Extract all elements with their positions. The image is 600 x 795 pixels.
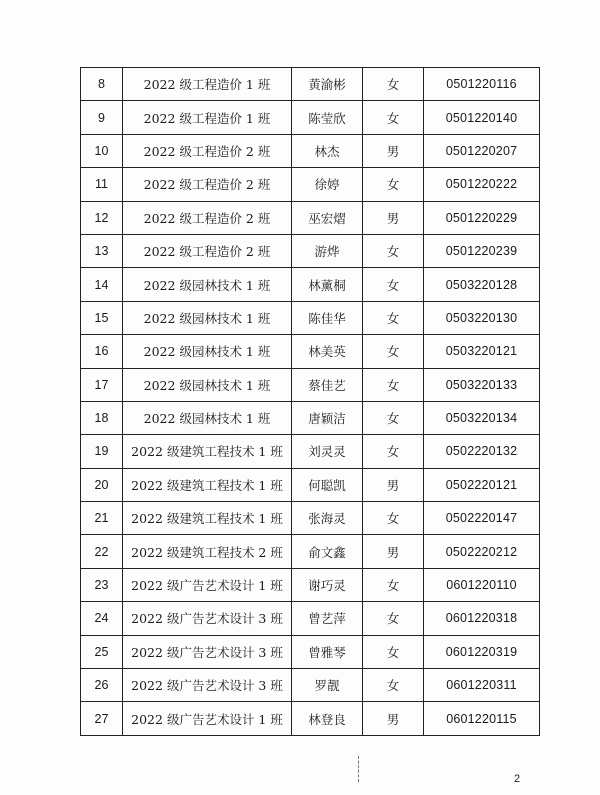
table-row [81, 68, 540, 101]
page-number: 2 [514, 773, 521, 785]
row-number-cell: 17 [81, 368, 123, 401]
student-name-cell: 何聪凯 [292, 468, 363, 501]
student-id-cell: 0501220222 [424, 168, 540, 201]
student-name-cell: 巫宏熠 [292, 201, 363, 234]
student-name-cell: 黄渝彬 [292, 68, 363, 101]
gender-cell: 男 [363, 134, 424, 167]
gender-cell: 女 [363, 268, 424, 301]
class-cell: 2022 级工程造价 1 班 [123, 101, 292, 134]
student-roster-table [80, 67, 540, 736]
gender-cell: 男 [363, 468, 424, 501]
gender-cell: 男 [363, 702, 424, 735]
student-name-cell: 徐婷 [292, 168, 363, 201]
row-number-cell: 19 [81, 435, 123, 468]
gender-cell: 男 [363, 535, 424, 568]
table-row [81, 568, 540, 601]
row-number-cell: 15 [81, 301, 123, 334]
row-number-cell: 12 [81, 201, 123, 234]
student-id-cell: 0501220229 [424, 201, 540, 234]
student-id-cell: 0501220140 [424, 101, 540, 134]
gender-cell: 女 [363, 435, 424, 468]
student-name-cell: 谢巧灵 [292, 568, 363, 601]
gender-cell: 男 [363, 201, 424, 234]
class-cell: 2022 级建筑工程技术 1 班 [123, 468, 292, 501]
student-name-cell: 张海灵 [292, 502, 363, 535]
row-number-cell: 13 [81, 234, 123, 267]
table-row [81, 602, 540, 635]
class-cell: 2022 级工程造价 1 班 [123, 68, 292, 101]
gender-cell: 女 [363, 635, 424, 668]
gender-cell: 女 [363, 234, 424, 267]
class-cell: 2022 级工程造价 2 班 [123, 201, 292, 234]
row-number-cell: 8 [81, 68, 123, 101]
table-row [81, 702, 540, 735]
class-cell: 2022 级工程造价 2 班 [123, 234, 292, 267]
gender-cell: 女 [363, 568, 424, 601]
student-name-cell: 林美英 [292, 335, 363, 368]
student-id-cell: 0601220319 [424, 635, 540, 668]
gender-cell: 女 [363, 68, 424, 101]
class-cell: 2022 级园林技术 1 班 [123, 401, 292, 434]
class-cell: 2022 级园林技术 1 班 [123, 268, 292, 301]
roster-body [81, 68, 540, 736]
row-number-cell: 23 [81, 568, 123, 601]
table-row [81, 268, 540, 301]
student-name-cell: 刘灵灵 [292, 435, 363, 468]
table-row [81, 635, 540, 668]
row-number-cell: 20 [81, 468, 123, 501]
table-row [81, 502, 540, 535]
row-number-cell: 16 [81, 335, 123, 368]
class-cell: 2022 级广告艺术设计 3 班 [123, 635, 292, 668]
gender-cell: 女 [363, 602, 424, 635]
student-name-cell: 蔡佳艺 [292, 368, 363, 401]
gender-cell: 女 [363, 301, 424, 334]
gender-cell: 女 [363, 669, 424, 702]
class-cell: 2022 级建筑工程技术 1 班 [123, 435, 292, 468]
table-row [81, 301, 540, 334]
gender-cell: 女 [363, 168, 424, 201]
class-cell: 2022 级园林技术 1 班 [123, 368, 292, 401]
student-name-cell: 林薰桐 [292, 268, 363, 301]
student-name-cell: 唐颖洁 [292, 401, 363, 434]
gender-cell: 女 [363, 335, 424, 368]
table-row [81, 335, 540, 368]
gender-cell: 女 [363, 368, 424, 401]
table-row [81, 401, 540, 434]
row-number-cell: 10 [81, 134, 123, 167]
student-id-cell: 0601220115 [424, 702, 540, 735]
class-cell: 2022 级园林技术 1 班 [123, 335, 292, 368]
table-row [81, 468, 540, 501]
gender-cell: 女 [363, 502, 424, 535]
student-name-cell: 林登良 [292, 702, 363, 735]
student-id-cell: 0502220147 [424, 502, 540, 535]
class-cell: 2022 级广告艺术设计 3 班 [123, 669, 292, 702]
student-id-cell: 0503220130 [424, 301, 540, 334]
student-id-cell: 0501220207 [424, 134, 540, 167]
student-name-cell: 俞文鑫 [292, 535, 363, 568]
student-id-cell: 0503220128 [424, 268, 540, 301]
student-id-cell: 0601220110 [424, 568, 540, 601]
row-number-cell: 25 [81, 635, 123, 668]
class-cell: 2022 级建筑工程技术 1 班 [123, 502, 292, 535]
fold-mark [358, 756, 361, 782]
table-row [81, 168, 540, 201]
student-id-cell: 0501220116 [424, 68, 540, 101]
class-cell: 2022 级建筑工程技术 2 班 [123, 535, 292, 568]
student-name-cell: 罗靓 [292, 669, 363, 702]
row-number-cell: 18 [81, 401, 123, 434]
class-cell: 2022 级广告艺术设计 1 班 [123, 568, 292, 601]
row-number-cell: 9 [81, 101, 123, 134]
student-id-cell: 0503220121 [424, 335, 540, 368]
row-number-cell: 11 [81, 168, 123, 201]
student-name-cell: 林杰 [292, 134, 363, 167]
table-row [81, 201, 540, 234]
student-id-cell: 0502220121 [424, 468, 540, 501]
student-name-cell: 曾艺萍 [292, 602, 363, 635]
student-id-cell: 0503220134 [424, 401, 540, 434]
student-id-cell: 0503220133 [424, 368, 540, 401]
student-id-cell: 0502220132 [424, 435, 540, 468]
gender-cell: 女 [363, 101, 424, 134]
row-number-cell: 14 [81, 268, 123, 301]
table-row [81, 234, 540, 267]
student-name-cell: 游烨 [292, 234, 363, 267]
student-id-cell: 0601220318 [424, 602, 540, 635]
table-row [81, 101, 540, 134]
table-row [81, 134, 540, 167]
gender-cell: 女 [363, 401, 424, 434]
class-cell: 2022 级园林技术 1 班 [123, 301, 292, 334]
student-id-cell: 0601220311 [424, 669, 540, 702]
table-row [81, 368, 540, 401]
class-cell: 2022 级广告艺术设计 3 班 [123, 602, 292, 635]
class-cell: 2022 级工程造价 2 班 [123, 168, 292, 201]
student-id-cell: 0502220212 [424, 535, 540, 568]
class-cell: 2022 级广告艺术设计 1 班 [123, 702, 292, 735]
row-number-cell: 24 [81, 602, 123, 635]
student-name-cell: 陈佳华 [292, 301, 363, 334]
table-row [81, 669, 540, 702]
class-cell: 2022 级工程造价 2 班 [123, 134, 292, 167]
student-name-cell: 陈莹欣 [292, 101, 363, 134]
row-number-cell: 21 [81, 502, 123, 535]
table-row [81, 535, 540, 568]
student-id-cell: 0501220239 [424, 234, 540, 267]
row-number-cell: 27 [81, 702, 123, 735]
row-number-cell: 22 [81, 535, 123, 568]
table-row [81, 435, 540, 468]
student-name-cell: 曾雅琴 [292, 635, 363, 668]
row-number-cell: 26 [81, 669, 123, 702]
